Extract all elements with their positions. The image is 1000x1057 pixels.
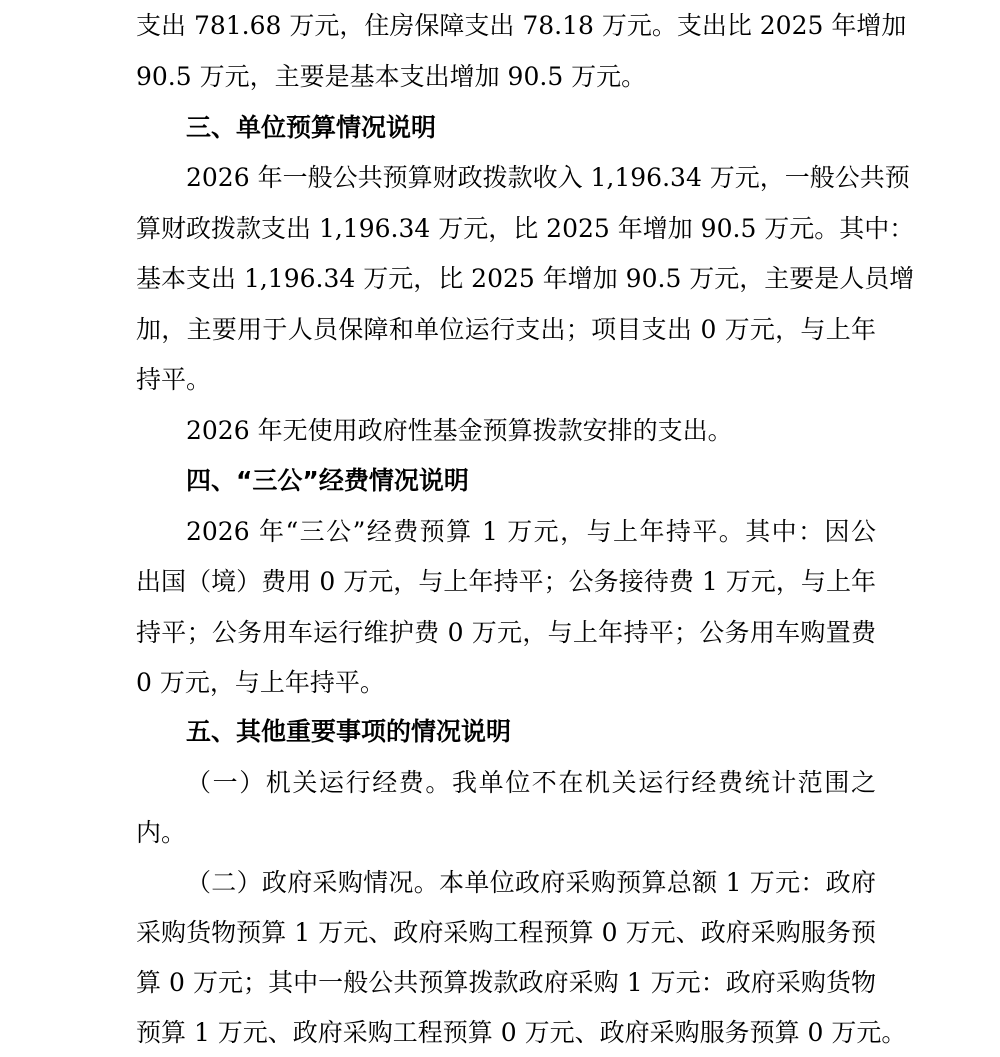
paragraph-line: 采购货物预算 1 万元、政府采购工程预算 0 万元、政府采购服务预 bbox=[136, 918, 876, 947]
paragraph-line: 持平；公务用车运行维护费 0 万元，与上年持平；公务用车购置费 bbox=[136, 618, 876, 647]
paragraph-line: 持平。 bbox=[136, 365, 212, 394]
paragraph-line: 2026 年无使用政府性基金预算拨款安排的支出。 bbox=[186, 416, 733, 445]
paragraph-line: 2026 年一般公共预算财政拨款收入 1,196.34 万元，一般公共预 bbox=[186, 163, 910, 192]
section-heading-3: 三、单位预算情况说明 bbox=[186, 113, 437, 142]
section-heading-5: 五、其他重要事项的情况说明 bbox=[186, 717, 512, 746]
paragraph-line: 支出 781.68 万元，住房保障支出 78.18 万元。支出比 2025 年增加 bbox=[136, 11, 907, 40]
paragraph-line: 出国（境）费用 0 万元，与上年持平；公务接待费 1 万元，与上年 bbox=[136, 567, 876, 596]
section-heading-4: 四、“三公”经费情况说明 bbox=[186, 466, 469, 495]
paragraph-line: 0 万元，与上年持平。 bbox=[136, 668, 385, 697]
paragraph-line: （一）机关运行经费。我单位不在机关运行经费统计范围之 bbox=[186, 768, 876, 797]
paragraph-line: 预算 1 万元、政府采购工程预算 0 万元、政府采购服务预算 0 万元。 bbox=[136, 1018, 907, 1047]
paragraph-line: 算 0 万元；其中一般公共预算拨款政府采购 1 万元：政府采购货物 bbox=[136, 968, 876, 997]
paragraph-line: 内。 bbox=[136, 818, 187, 847]
paragraph-line: 算财政拨款支出 1,196.34 万元，比 2025 年增加 90.5 万元。其中： bbox=[136, 214, 915, 243]
paragraph-line: 2026 年“三公”经费预算 1 万元，与上年持平。其中：因公 bbox=[186, 517, 876, 546]
paragraph-line: 90.5 万元，主要是基本支出增加 90.5 万元。 bbox=[136, 62, 647, 91]
paragraph-line: 基本支出 1,196.34 万元，比 2025 年增加 90.5 万元，主要是人员增 bbox=[136, 264, 915, 293]
paragraph-line: 加，主要用于人员保障和单位运行支出；项目支出 0 万元，与上年 bbox=[136, 315, 876, 344]
paragraph-line: （二）政府采购情况。本单位政府采购预算总额 1 万元：政府 bbox=[186, 868, 876, 897]
